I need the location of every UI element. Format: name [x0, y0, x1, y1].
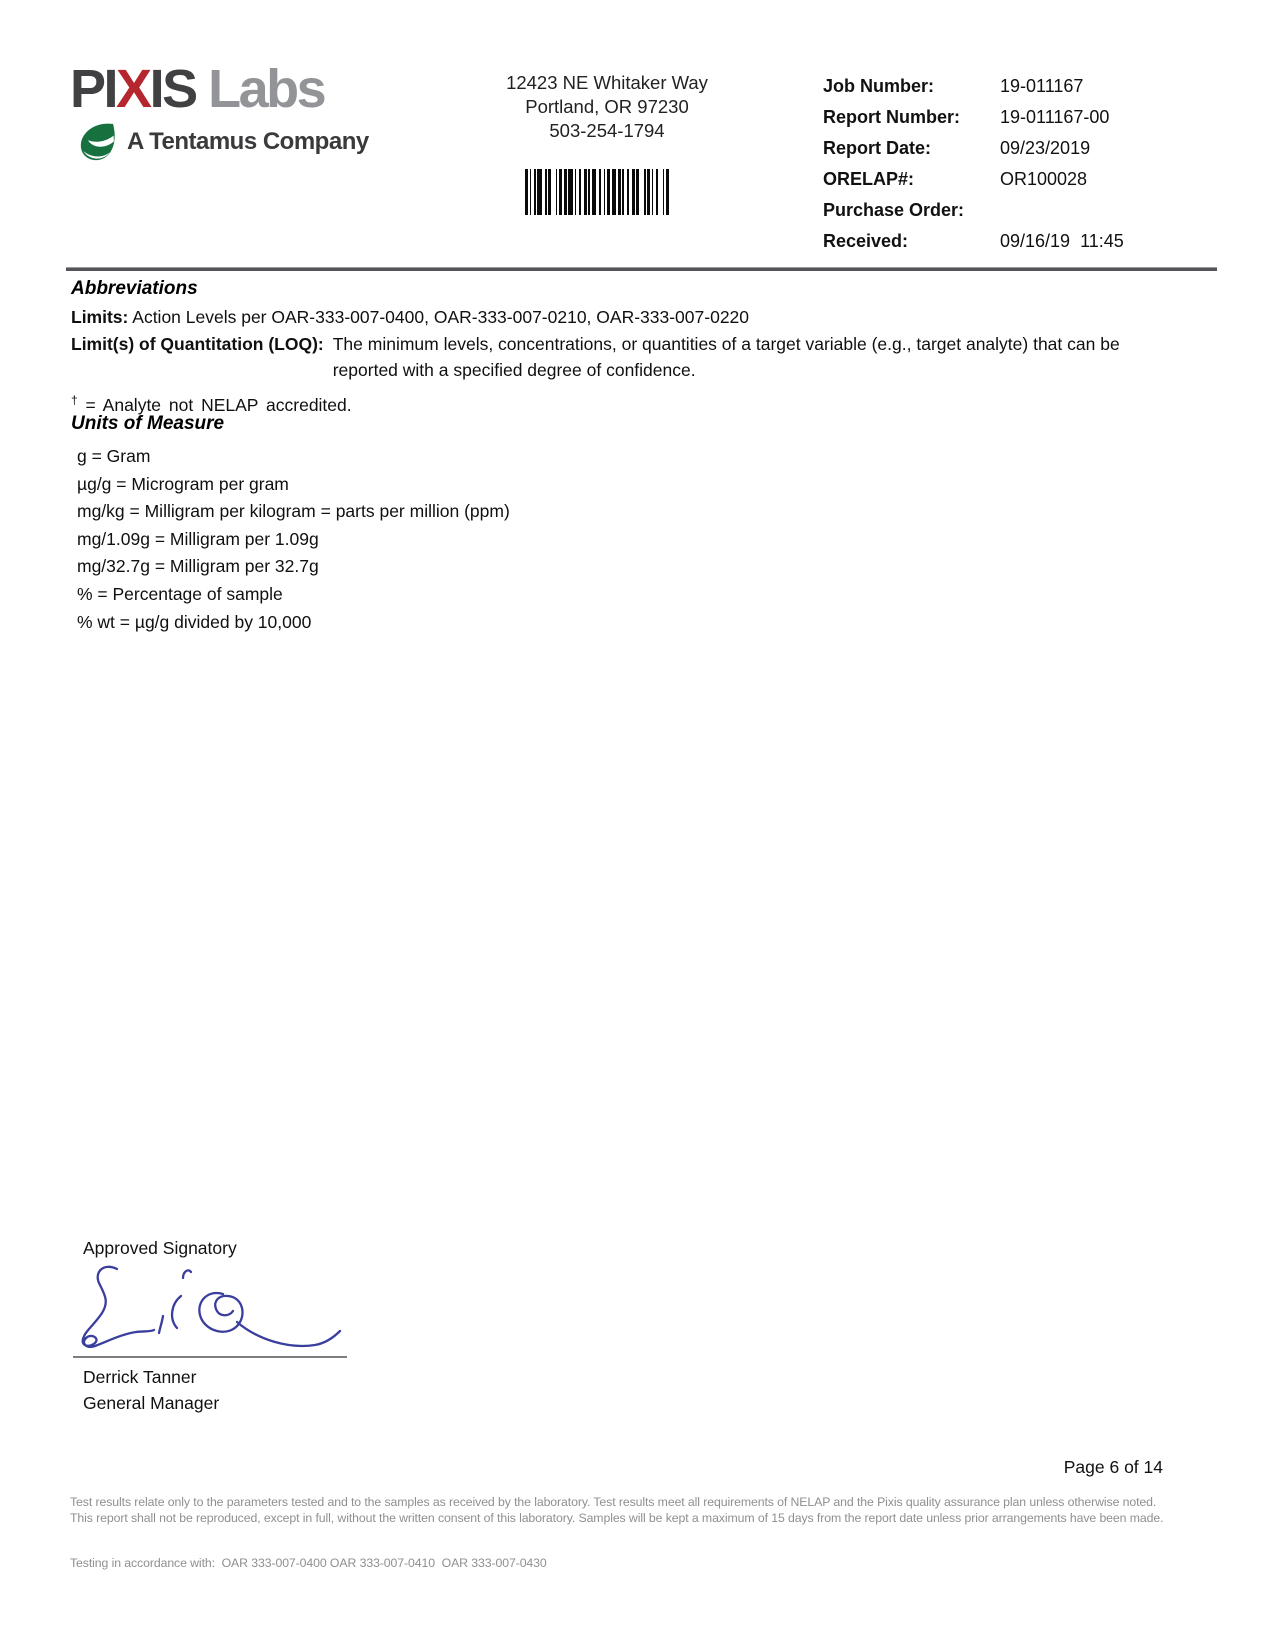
info-value: 19-011167-00 [1000, 107, 1110, 127]
signatory-identity [83, 1365, 219, 1416]
tentamus-leaf-icon [78, 121, 120, 163]
barcode [525, 169, 675, 215]
limits-definition [71, 304, 1213, 331]
limits-label: Limits: [71, 307, 129, 327]
logo-part-labs: Labs [195, 59, 325, 119]
info-row-received [823, 231, 1124, 252]
info-row-orelap [823, 169, 1124, 190]
info-label: Report Date: [823, 138, 932, 158]
info-label: Received: [823, 231, 909, 251]
info-value: 19-011167 [1000, 76, 1084, 96]
logo-part-x: X [116, 59, 150, 119]
limits-text: Action Levels per OAR-333-007-0400, OAR-333-007-0210, OAR-333-007-0220 [128, 307, 750, 327]
info-value: 09/16/19 11:45 [1000, 231, 1124, 251]
loq-definition [71, 332, 1213, 383]
info-label: ORELAP#: [823, 169, 915, 189]
info-label: Job Number: [823, 76, 935, 96]
signature-ink [70, 1256, 370, 1358]
pixis-labs-logo [70, 59, 369, 163]
info-label: Report Number: [823, 107, 961, 127]
dagger-symbol: † [71, 393, 78, 407]
approved-signatory-label: Approved Signatory [83, 1238, 237, 1258]
unit-item: mg/kg = Milligram per kilogram = parts per million (ppm) [77, 501, 510, 522]
abbreviations-title: Abbreviations [71, 278, 198, 299]
loq-text: The minimum levels, concentrations, or quantities of a target variable (e.g., target analyte) that can be reported with a specified degree of confidence. [332, 334, 1120, 380]
address-phone: 503-254-1794 [549, 120, 665, 141]
unit-item: g = Gram [77, 446, 151, 466]
units-list [71, 443, 510, 636]
footer-testing-accordance: Testing in accordance with: OAR 333-007-0400 OAR 333-007-0410 OAR 333-007-0430 [70, 1556, 547, 1570]
info-row-purchase-order [823, 200, 1124, 221]
address-street: 12423 NE Whitaker Way [506, 72, 708, 93]
loq-label: Limit(s) of Quantitation (LOQ): [71, 334, 324, 354]
unit-item: % = Percentage of sample [77, 583, 283, 604]
unit-item: % wt = µg/g divided by 10,000 [77, 611, 312, 632]
info-row-job-number [823, 76, 1124, 97]
logo-tagline-text: A Tentamus Company [127, 128, 369, 155]
unit-item: µg/g = Microgram per gram [77, 473, 289, 494]
units-of-measure-section [71, 412, 510, 636]
logo-wordmark [70, 59, 369, 119]
signatory-title: General Manager [83, 1392, 220, 1413]
page-number: Page 6 of 14 [1063, 1457, 1163, 1477]
info-value: 09/23/2019 [1000, 138, 1091, 158]
signature-line [73, 1356, 347, 1358]
info-label: Purchase Order: [823, 200, 965, 220]
abbreviations-section [71, 277, 1213, 416]
footer-disclaimer: Test results relate only to the parameters tested and to the samples as received by the laboratory. Test results meet all requirements of NELAP and the Pixis quality assurance plan unless otherwise noted. This report shall not be reproduced, except in full, without the written consent of this laboratory. Samples will be kept a maximum of 15 days from the report date unless prior arrangements have been made. [70, 1495, 1164, 1526]
lab-address [447, 71, 767, 143]
info-row-report-number [823, 107, 1124, 128]
info-value: OR100028 [1000, 169, 1088, 189]
logo-part-pi: PI [70, 59, 117, 119]
unit-item: mg/1.09g = Milligram per 1.09g [77, 528, 319, 549]
unit-item: mg/32.7g = Milligram per 32.7g [77, 556, 319, 577]
report-info-block [823, 76, 1124, 262]
address-city: Portland, OR 97230 [525, 96, 689, 117]
header-divider-rule [66, 267, 1217, 271]
dagger-text: = Analyte not NELAP accredited. [77, 394, 352, 415]
signatory-name: Derrick Tanner [83, 1367, 197, 1387]
logo-part-is: IS [149, 59, 196, 119]
units-title: Units of Measure [71, 413, 225, 434]
logo-tagline [78, 121, 369, 163]
info-row-report-date [823, 138, 1124, 159]
